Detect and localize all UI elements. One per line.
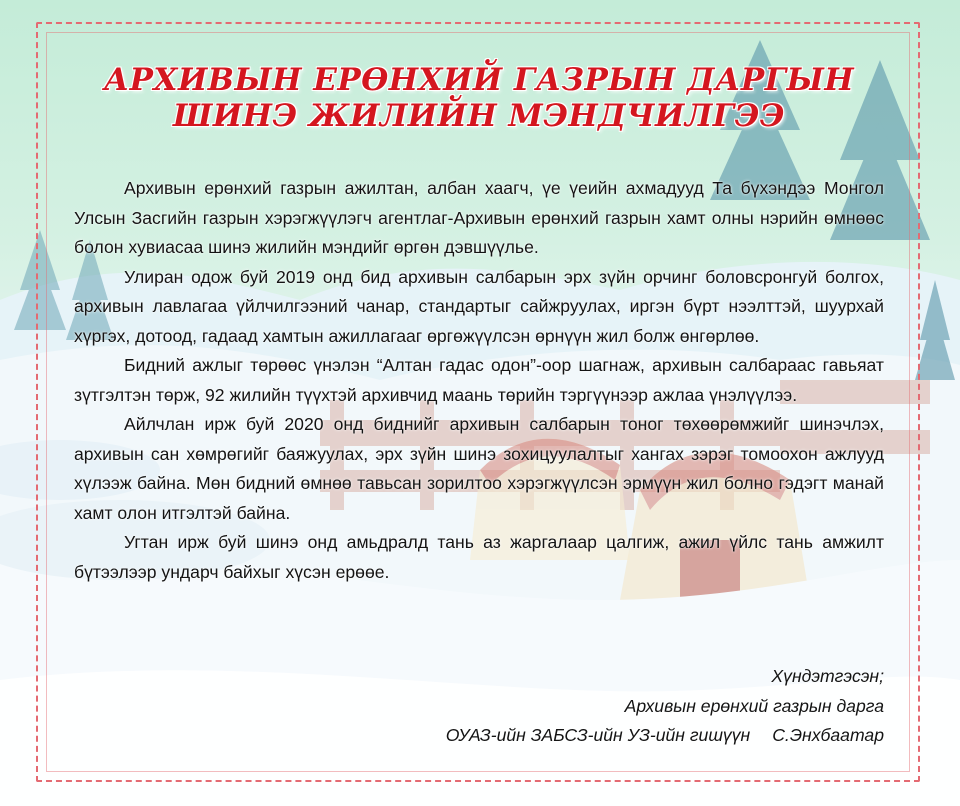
signature-block [446, 662, 884, 751]
signature-membership-line [446, 721, 884, 751]
paragraph-1: Архивын ерөнхий газрын ажилтан, албан хаагч, үе үеийн ахмадууд Та бүхэндээ Монгол Улсын Засгийн газрын хэрэгжүүлэгч агентлаг-Архивын ерөнхий газрын хамт олны нэрийн өмнөөс болон хувиасаа шинэ жилийн мэндийг өргөн дэвшүүлье. [74, 178, 884, 257]
signature-membership: ОУАЗ-ийн ЗАБСЗ-ийн УЗ-ийн гишүүн [445, 725, 751, 745]
title-line-2: ШИНЭ ЖИЛИЙН МЭНДЧИЛГЭЭ [173, 98, 785, 134]
letter-title [74, 62, 884, 134]
paragraph-2: Улиран одож буй 2019 онд бид архивын салбарын эрх зүйн орчинг боловсронгуй болгох, архивын лавлагаа үйлчилгээний чанар, стандартыг сайжруулах, иргэн бүрт нээлттэй, шуурхай хүргэх, дотоод, гадаад хамтын ажиллагааг өргөжүүлсэн өрнүүн жил болж өнгөрлөө. [74, 266, 884, 346]
paragraph-3: Бидний ажлыг төрөөс үнэлэн “Алтан гадас одон”-оор шагнаж, архивын салбараас гавьяат зүтгэлтэн төрж, 92 жилийн түүхтэй архивчид маань төрийн тэргүүнээр ажлаа үнэлүүлээ. [74, 355, 884, 405]
signature-name: С.Энхбаатар [772, 725, 884, 745]
paragraph-4: Айлчлан ирж буй 2020 онд биднийг архивын салбарын тоног төхөөрөмжийг шинэчлэх, архивын сан хөмрөгийг баяжуулах, эрх зүйн шинэ зохицуулалтыг хангах зэрэг томоохон ажлууд хүлээж байна. Мөн бидний өмнөө тавьсан зорилтоо хэрэгжүүлсэн эрмүүн жил болно гэдэгт манай хамт олон итгэлтэй байна. [74, 414, 884, 523]
title-line-1: АРХИВЫН ЕРӨНХИЙ ГАЗРЫН ДАРГЫН [103, 62, 855, 98]
signature-position: Архивын ерөнхий газрын дарга [624, 695, 884, 716]
letter-body [74, 174, 884, 587]
greeting-letter [74, 62, 884, 587]
paragraph-5: Угтан ирж буй шинэ онд амьдралд тань аз жаргалаар цалгиж, ажил үйлс тань амжилт бүтээлээр ундарч байхыг хүсэн ерөөе. [74, 532, 884, 582]
signature-greeting: Хүндэтгэсэн; [771, 666, 884, 686]
